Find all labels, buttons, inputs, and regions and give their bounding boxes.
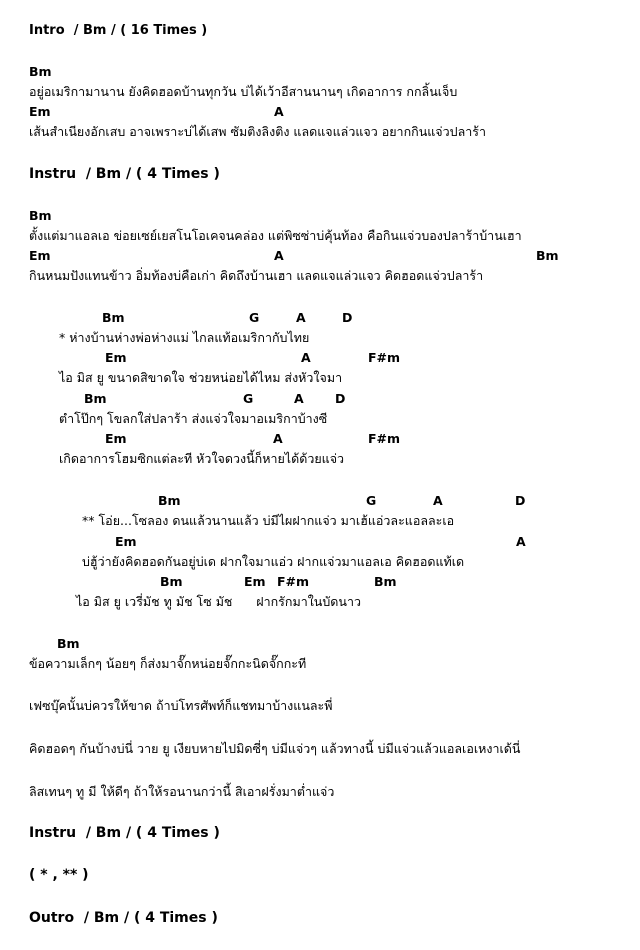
lyric-line: คิดฮอดๆ กันบ้างบ่นี่ วาย ยู เงียบหายไปมิดซี่ๆ บ่มีแจ่วๆ แล้วทางนี้ บ่มีแจ่วแล้วแอลเอเหงาเด้นี่	[29, 741, 521, 756]
chord: Em	[29, 104, 51, 119]
chord: Bm	[160, 574, 183, 589]
chord: F#m	[368, 431, 401, 446]
lyric-line: ลิสเทนๆ ทู มี ให้ดีๆ ถ้าให้รอนานกว่านี้ สิเอาฝรั่งมาต่ำแจ่ว	[29, 784, 335, 799]
chord: Bm	[29, 64, 52, 79]
lyric-line: เกิดอาการโฮมซิกแต่ละที หัวใจดวงนี้ก็หายได้ด้วยแจ่ว	[59, 451, 345, 466]
chord: F#m	[368, 350, 401, 365]
lyric-line: * ห่างบ้านห่างพ่อห่างแม่ ไกลแท้อเมริกากับไทย	[59, 330, 310, 345]
chord: A	[273, 431, 283, 446]
instru-heading: Instru / Bm / ( 4 Times )	[29, 166, 220, 182]
chord: A	[274, 248, 284, 263]
chord: Bm	[374, 574, 397, 589]
chord: Em	[105, 431, 127, 446]
instru-heading: Instru / Bm / ( 4 Times )	[29, 825, 220, 841]
chord: Bm	[57, 636, 80, 651]
chord: Bm	[536, 248, 559, 263]
lyric-line: ตั้งแต่มาแอลเอ ข่อยเซย์เยสโนโอเคจนคล่อง แต่พิซซ่าบ่คุ้นท้อง คือกินแจ่วบองปลาร้าบ้านเฮา	[29, 228, 522, 243]
chord: D	[335, 391, 346, 406]
chord: Bm	[158, 493, 181, 508]
lyric-line: ** โอ่ย...โซลอง ดนแล้วนานแล้ว บ่มีไผฝากแจ่ว มาเฮ้แอ่วละแอลละเอ	[82, 513, 455, 528]
chord: Bm	[84, 391, 107, 406]
lyric-line: กินหนมปังแทนข้าว อิ่มท้องบ่คือเก่า คิดถึงบ้านเฮา แลดแจแล่วแจว คิดฮอดแจ่วปลาร้า	[29, 268, 484, 283]
chord: G	[249, 310, 260, 325]
lyric-line: เส้นสำเนียงอักเสบ อาจเพราะบ่ได้เสพ ซัมติงลิงติง แลดแจแล่วแจว อยากกินแจ่วปลาร้า	[29, 124, 486, 139]
lyric-line: ตำโป๊กๆ โขลกใส่ปลาร้า ส่งแจ่วใจมาอเมริกาบ้างซี	[59, 411, 328, 426]
repeat-marker: ( * , ** )	[29, 867, 89, 883]
chord: Em	[244, 574, 266, 589]
chord: Bm	[102, 310, 125, 325]
chord: A	[294, 391, 304, 406]
chord: G	[243, 391, 254, 406]
lyric-line: ข้อความเล็กๆ น้อยๆ ก็ส่งมาจั๊กหน่อยจั๊กกะนิดจั๊กกะที	[29, 656, 307, 671]
lyric-line: ไอ มิส ยู ขนาดสิขาดใจ ช่วยหน่อยได้ไหม ส่งหัวใจมา	[59, 370, 343, 385]
lyric-line: เฟซบุ๊คนั้นบ่ควรให้ขาด ถ้าบ่โทรศัพท์ก็แชทมาบ้างแนละพี่	[29, 698, 333, 713]
chord: Bm	[29, 208, 52, 223]
chord: D	[515, 493, 526, 508]
lyric-line: ไอ มิส ยู เวรี่มัช ทู มัช โซ มัช ฝากรักมาในบัดนาว	[76, 594, 361, 609]
chord: A	[516, 534, 526, 549]
intro-heading: Intro / Bm / ( 16 Times )	[29, 23, 208, 38]
chord: Em	[105, 350, 127, 365]
chord: Em	[115, 534, 137, 549]
chord: F#m	[277, 574, 310, 589]
chord: A	[274, 104, 284, 119]
chord: Em	[29, 248, 51, 263]
chord: A	[296, 310, 306, 325]
chord: A	[433, 493, 443, 508]
outro-heading: Outro / Bm / ( 4 Times )	[29, 910, 218, 926]
lyric-line: อยู่อเมริกามานาน ยังคิดฮอดบ้านทุกวัน บ่ได้เว้าอีสานนานๆ เกิดอาการ กกลิ้นเจ็บ	[29, 84, 458, 99]
lyric-line: บ่ฮู้ว่ายังคิดฮอดกันอยู่บ่เด ฝากใจมาแอ่ว ฝากแจ่วมาแอลเอ คิดฮอดแท้เด	[82, 554, 465, 569]
chord: A	[301, 350, 311, 365]
chord: D	[342, 310, 353, 325]
chord: G	[366, 493, 377, 508]
